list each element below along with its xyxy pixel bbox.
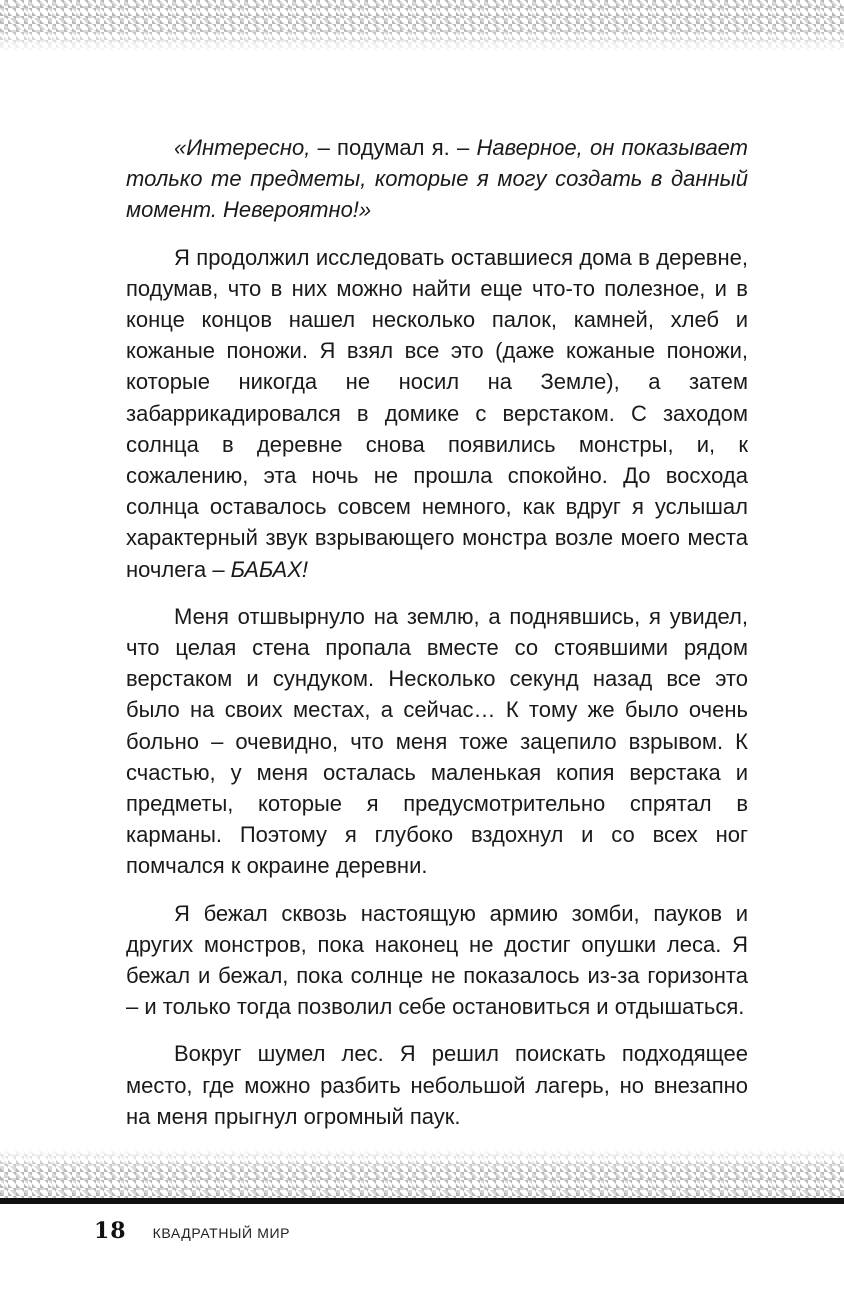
text-run: – подумал я. – xyxy=(310,135,477,160)
text-run: Я продолжил исследовать оставшиеся дома в деревне, подумав, что в них можно найти еще что-то полезное, и в конце концов нашел несколько палок, камней, хлеб и кожаные поножи. Я взял все это (даже кожаные поножи, которые никогда не носил на Земле), а затем забаррикадировался в домике с верстаком. С заходом солнца в деревне снова появились монстры, и, к сожалению, эта ночь не прошла спокойно. До восхода солнца оставалось совсем немного, как вдруг я услышал характерный звук взрывающего монстра возле моего места ночлега – xyxy=(126,244,748,582)
text-run: Вокруг шумел лес. Я решил поискать подходящее место, где можно разбить небольшой лагерь, но внезапно на меня прыгнул огромный паук. xyxy=(126,1041,748,1129)
body-text xyxy=(126,132,748,1148)
italic-text: Наверное, он показывает только те предметы, которые я могу создать в данный момент. Невероятно!» xyxy=(126,135,748,223)
footer-rule xyxy=(0,1198,844,1204)
paragraph xyxy=(126,601,748,882)
italic-text: «Интересно, xyxy=(174,135,311,160)
italic-text: БАБАХ! xyxy=(230,556,308,582)
paragraph xyxy=(126,242,748,585)
page-number: 18 xyxy=(94,1218,127,1244)
text-run: Меня отшвырнуло на землю, а поднявшись, я увидел, что целая стена пропала вместе со стоявшими рядом верстаком и сундуком. Несколько секунд назад все это было на своих местах, а сейчас… К тому же было очень больно – очевидно, что меня тоже зацепило взрывом. К счастью, у меня осталась маленькая копия верстака и предметы, которые я предусмотрительно спрятал в карманы. Поэтому я глубоко вздохнул и со всех ног помчался к окраине деревни. xyxy=(126,603,748,879)
paragraph xyxy=(126,1038,748,1132)
top-pixel-border xyxy=(0,0,844,52)
paragraph xyxy=(126,132,748,226)
page-footer xyxy=(94,1218,290,1248)
paragraph xyxy=(126,898,748,1023)
bottom-pixel-border xyxy=(0,1148,844,1198)
text-run: Я бежал сквозь настоящую армию зомби, пауков и других монстров, пока наконец не достиг опушки леса. Я бежал и бежал, пока солнце не показалось из-за горизонта – и только тогда позволил себе остановиться и отдышаться. xyxy=(126,900,748,1020)
running-title: КВАДРАТНЫЙ МИР xyxy=(152,1225,291,1241)
